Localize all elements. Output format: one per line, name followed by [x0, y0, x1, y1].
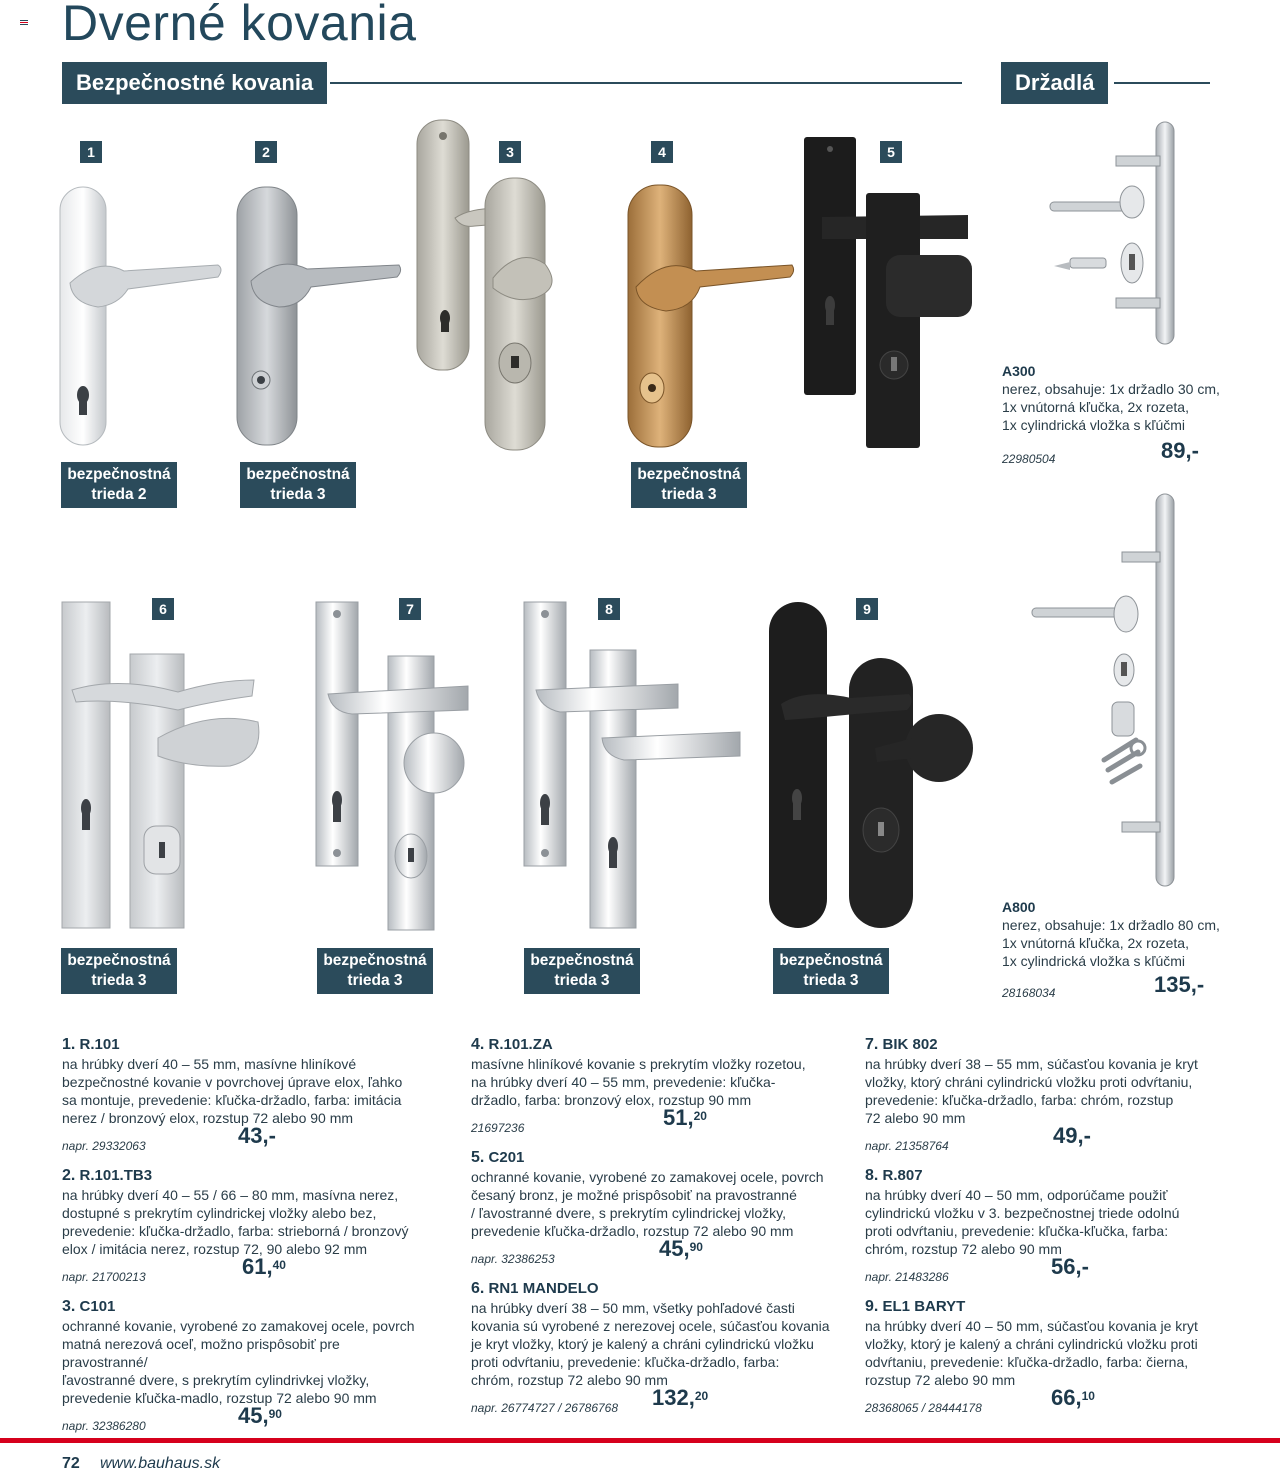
- product-code: 28368065 / 28444178: [865, 1401, 982, 1415]
- security-class-badge: bezpečnostná trieda 3: [61, 948, 177, 994]
- price: 56,-: [1051, 1254, 1089, 1279]
- number-badge: 8: [598, 598, 620, 620]
- product-2-image: [235, 185, 405, 450]
- product-name: C201: [488, 1149, 525, 1166]
- section-rule: [330, 82, 962, 84]
- product-code: napr. 32386253: [471, 1252, 555, 1266]
- security-class-badge: bezpečnostná trieda 2: [61, 462, 177, 508]
- page-title: Dverné kovania: [62, 0, 417, 51]
- product-3-description: 3. C101 ochranné kovanie, vyrobené zo zamakovej ocele, povrch matná nerezová oceľ, možno prispôsobiť pre pravostranné/ ľavostranné dvere, s prekrytím cylindrivkej vložky, prevedenie kľučka-madlo, rozstup 72 alebo 90 mm napr. 32386280 45,90: [62, 1298, 415, 1433]
- security-class-badge: bezpečnostná trieda 3: [240, 462, 356, 508]
- security-class-badge: bezpečnostná trieda 3: [773, 948, 889, 994]
- handle-a300-image: [1040, 118, 1210, 350]
- product-name: EL1 BARYT: [882, 1298, 966, 1315]
- product-6-description: 6. RN1 MANDELO na hrúbky dverí 38 – 50 mm, všetky pohľadové časti kovania sú vyrobené z nerezovej ocele, súčasťou kovania je kryt vložky, ktorý je kalený a chráni cylindrickú vložku proti odvŕtaniu, prevedenie: kľučka-držadlo, farba: chróm, rozstup 72 alebo 90 mm napr. 26774727 / 26786768 132,20: [471, 1280, 830, 1415]
- handle-model: A800: [1002, 899, 1036, 915]
- product-code: 21697236: [471, 1121, 525, 1135]
- price: 61,40: [242, 1254, 286, 1279]
- product-code: napr. 21700213: [62, 1270, 146, 1284]
- price: 135,-: [1154, 972, 1205, 997]
- number-badge: 1: [80, 141, 102, 163]
- security-class-badge: bezpečnostná trieda 3: [524, 948, 640, 994]
- handle-a800-image: [1026, 490, 1216, 890]
- product-1-image: [58, 185, 228, 450]
- footer-rule: [0, 1438, 1280, 1443]
- price: 45,90: [659, 1236, 703, 1261]
- product-name: C101: [79, 1298, 116, 1315]
- product-1-description: 1. R.101 na hrúbky dverí 40 – 55 mm, masívne hliníkové bezpečnostné kovanie v povrchovej úprave elox, ľahko sa montuje, prevedenie: kľučka-držadlo, farba: imitácia nerez / bronzový elox, rozstup 72 alebo 90 mm napr. 29332063 43,-: [62, 1036, 403, 1153]
- handle-a800-info: A800 nerez, obsahuje: 1x držadlo 80 cm, 1x vnútorná kľučka, 2x rozeta, 1x cylindrická vložka s kľúčmi 28168034 135,-: [1002, 898, 1232, 970]
- price: 45,90: [238, 1403, 282, 1428]
- number-badge: 6: [152, 598, 174, 620]
- product-name: RN1 MANDELO: [488, 1280, 599, 1297]
- handle-model: A300: [1002, 363, 1036, 379]
- price: 89,-: [1161, 438, 1199, 463]
- product-5-image: [802, 135, 982, 450]
- number-badge: 3: [499, 141, 521, 163]
- product-name: R.101.TB3: [79, 1167, 153, 1184]
- section-handles-heading: Držadlá: [1001, 62, 1108, 104]
- number-badge: 4: [651, 141, 673, 163]
- product-code: 22980504: [1002, 452, 1056, 466]
- product-code: napr. 32386280: [62, 1419, 146, 1433]
- price: 43,-: [238, 1123, 276, 1148]
- product-4-image: [626, 183, 796, 453]
- product-3-image: [415, 118, 565, 453]
- section-rule: [1114, 82, 1210, 84]
- security-class-badge: bezpečnostná trieda 3: [317, 948, 433, 994]
- number-badge: 2: [255, 141, 277, 163]
- number-badge: 9: [856, 598, 878, 620]
- product-name: R.101.ZA: [488, 1036, 553, 1053]
- price: 66,10: [1051, 1385, 1095, 1410]
- product-2-description: 2. R.101.TB3 na hrúbky dverí 40 – 55 / 66 – 80 mm, masívna nerez, dostupné s prekrytím cylindrickej vložky alebo bez, prevedenie: kľučka-držadlo, farba: strieborná / bronzový elox / imitácia nerez, rozstup 72, 90 alebo 92 mm napr. 21700213 61,40: [62, 1167, 409, 1284]
- product-code: napr. 21358764: [865, 1139, 949, 1153]
- product-8-description: 8. R.807 na hrúbky dverí 40 – 50 mm, odporúčame použiť cylindrickú vložku v 3. bezpečnostnej triede odolnú proti odvŕtaniu, prevedenie: kľučka-kľučka, farba: chróm, rozstup 72 alebo 90 mm napr. 21483286 56,-: [865, 1167, 1180, 1284]
- product-6-image: [58, 598, 268, 933]
- price: 49,-: [1053, 1123, 1091, 1148]
- product-5-description: 5. C201 ochranné kovanie, vyrobené zo zamakovej ocele, povrch česaný bronz, je možné prispôsobiť na pravostranné / ľavostranné dvere, s prekrytím cylindrickej vložky, prevedenie kľučka-držadlo, rozstup 72 alebo 90 mm napr. 32386253 45,90: [471, 1149, 824, 1266]
- product-name: BIK 802: [882, 1036, 938, 1053]
- number-badge: 7: [399, 598, 421, 620]
- product-code: 28168034: [1002, 986, 1056, 1000]
- price: 51,20: [663, 1105, 707, 1130]
- product-8-image: [518, 598, 748, 933]
- product-7-description: 7. BIK 802 na hrúbky dverí 38 – 55 mm, súčasťou kovania je kryt vložky, ktorý chráni cylindrickú vložku proti odvŕtaniu, prevedenie: kľučka-držadlo, farba: chróm, rozstup 72 alebo 90 mm napr. 21358764 49,-: [865, 1036, 1198, 1153]
- handle-a300-info: A300 nerez, obsahuje: 1x držadlo 30 cm, 1x vnútorná kľučka, 2x rozeta, 1x cylindrická vložka s kľúčmi 22980504 89,-: [1002, 362, 1232, 434]
- corner-mark: [20, 20, 28, 25]
- number-badge: 5: [880, 141, 902, 163]
- product-4-description: 4. R.101.ZA masívne hliníkové kovanie s prekrytím vložky rozetou, na hrúbky dverí 40 – 55 mm, prevedenie: kľučka- držadlo, farba: bronzový elox, rozstup 90 mm 21697236 51,20: [471, 1036, 806, 1135]
- security-class-badge: bezpečnostná trieda 3: [631, 462, 747, 508]
- product-name: R.101: [79, 1036, 120, 1053]
- price: 132,20: [652, 1385, 709, 1410]
- product-7-image: [312, 598, 477, 933]
- product-name: R.807: [882, 1167, 923, 1184]
- product-code: napr. 29332063: [62, 1139, 146, 1153]
- page-number: 72: [62, 1455, 80, 1472]
- product-9-image: [765, 598, 980, 933]
- product-code: napr. 26774727 / 26786768: [471, 1401, 619, 1415]
- website-link[interactable]: www.bauhaus.sk: [100, 1455, 221, 1472]
- product-code: napr. 21483286: [865, 1270, 949, 1284]
- product-9-description: 9. EL1 BARYT na hrúbky dverí 40 – 50 mm, súčasťou kovania je kryt vložky, ktorý je kalený a chráni cylindrickú vložku proti odvŕtaniu, prevedenie: kľučka-držadlo, farba: čierna, rozstup 72 alebo 90 mm 28368065 / 28444178 66,10: [865, 1298, 1198, 1415]
- section-security-heading: Bezpečnostné kovania: [62, 62, 327, 104]
